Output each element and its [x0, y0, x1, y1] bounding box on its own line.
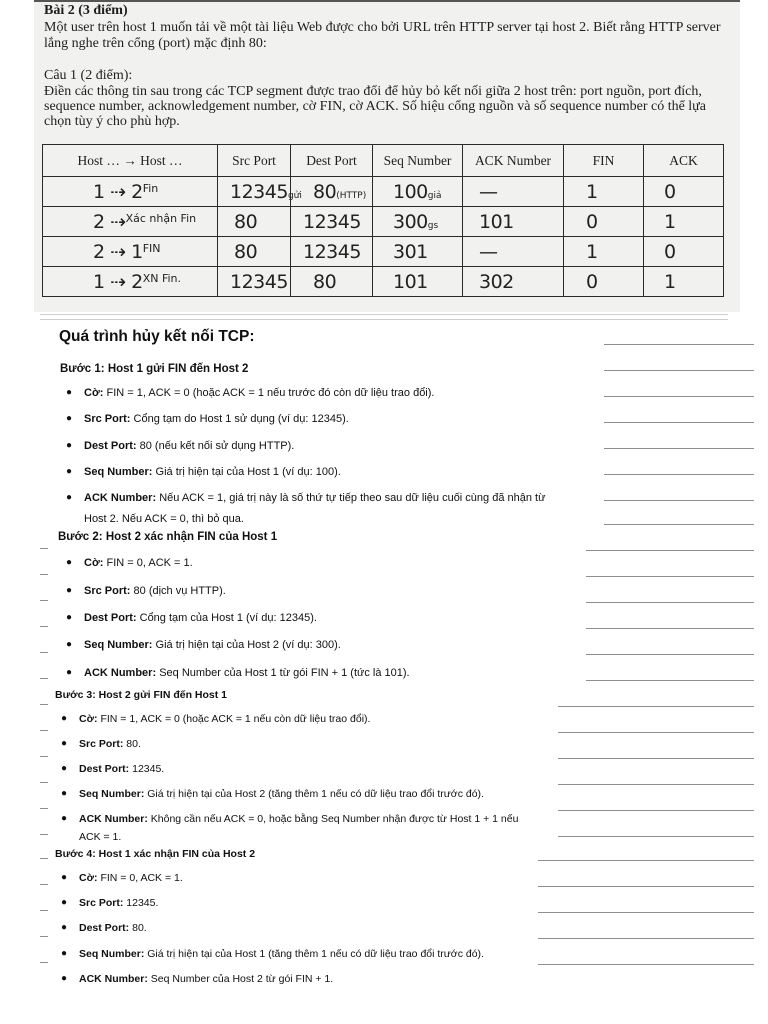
notes-title: Quá trình hủy kết nối TCP:: [59, 328, 255, 345]
col-header-src-port: Src Port: [218, 145, 291, 177]
margin-mark: [40, 626, 48, 627]
list-item: [61, 973, 334, 985]
bullet-icon: ●: [61, 713, 68, 724]
item-text: Seq Number của Host 1 từ gói FIN + 1 (tức là 101).: [159, 667, 410, 679]
item-key: Seq Number:: [84, 639, 153, 651]
item-key: Seq Number:: [84, 466, 153, 478]
cell-fin: 0: [586, 210, 598, 233]
list-item: [61, 897, 159, 909]
ruled-line: [586, 602, 754, 603]
step-1-title: Bước 1: Host 1 gửi FIN đến Host 2: [60, 363, 249, 375]
item-text: FIN = 0, ACK = 1.: [106, 557, 193, 569]
ruled-line: [558, 836, 754, 837]
ruled-line: [604, 448, 754, 449]
margin-mark: [40, 678, 48, 679]
ruled-line: [538, 912, 754, 913]
item-key: ACK Number:: [84, 492, 157, 504]
margin-mark: [40, 884, 48, 885]
item-key: Cờ:: [79, 872, 98, 884]
bullet-icon: ●: [66, 413, 73, 424]
cell-ack: 1: [664, 270, 676, 293]
item-key: Cờ:: [84, 557, 104, 569]
cell-host-note: XN Fin.: [142, 271, 181, 285]
bullet-icon: ●: [61, 813, 68, 824]
question-title: Câu 1 (2 điểm):: [44, 68, 133, 83]
cell-fin: 1: [586, 180, 598, 203]
item-key: ACK Number:: [79, 813, 148, 825]
cell-ack: 1: [664, 210, 676, 233]
list-item: [66, 612, 317, 624]
item-continuation: Host 2. Nếu ACK = 0, thì bỏ qua.: [84, 513, 244, 525]
table-row: [43, 267, 724, 297]
item-text: FIN = 1, ACK = 0 (hoặc ACK = 1 nếu còn dữ liệu trao đổi).: [100, 713, 371, 725]
cell-src-port: 80: [234, 240, 258, 263]
col-header-seq-number: Seq Number: [373, 145, 463, 177]
list-item: [61, 763, 165, 775]
margin-mark: [40, 574, 48, 575]
bullet-icon: ●: [66, 466, 73, 477]
cell-ack-number: —: [479, 180, 498, 203]
ruled-line: [604, 370, 754, 371]
item-continuation: ACK = 1.: [79, 831, 122, 843]
ruled-line: [604, 524, 754, 525]
item-text: 12345.: [132, 763, 165, 775]
bullet-icon: ●: [66, 667, 73, 678]
page-top-border: [34, 0, 740, 2]
margin-mark: [40, 962, 48, 963]
list-item: [66, 413, 349, 425]
ruled-line: [604, 396, 754, 397]
cell-src-port: 12345: [230, 270, 288, 293]
ruled-line: [558, 784, 754, 785]
item-text: FIN = 1, ACK = 0 (hoặc ACK = 1 nếu trước đó còn dữ liệu trao đổi).: [106, 387, 435, 399]
margin-mark: [40, 910, 48, 911]
bullet-icon: ●: [66, 557, 73, 568]
cell-dest-note: (HTTP): [336, 190, 367, 201]
list-item: [66, 557, 193, 569]
item-text: Không cần nếu ACK = 0, hoặc bằng Seq Number nhận được từ Host 1 + 1 nếu: [150, 813, 519, 825]
list-item: [61, 788, 484, 800]
item-key: Cờ:: [84, 387, 104, 399]
ruled-line: [604, 500, 754, 501]
bullet-icon: ●: [61, 922, 68, 933]
tcp-teardown-notes: [0, 312, 768, 1024]
item-text: 80.: [132, 922, 147, 934]
ruled-line: [586, 628, 754, 629]
item-key: Src Port:: [84, 585, 131, 597]
bullet-icon: ●: [66, 639, 73, 650]
step-2-title: Bước 2: Host 2 xác nhận FIN của Host 1: [58, 531, 278, 543]
list-item: [66, 639, 341, 651]
cell-seq-number: 100: [393, 180, 428, 203]
item-key: Dest Port:: [79, 922, 130, 934]
list-item: [61, 948, 484, 960]
item-text: 80.: [126, 738, 141, 750]
bullet-icon: ●: [61, 948, 68, 959]
item-key: Seq Number:: [79, 788, 145, 800]
item-key: Src Port:: [84, 413, 131, 425]
cell-host: 2 ⇢ 1: [93, 240, 143, 263]
margin-mark: [40, 600, 48, 601]
bullet-icon: ●: [66, 612, 73, 623]
ruled-line: [604, 474, 754, 475]
cell-ack-number: 302: [479, 270, 514, 293]
bullet-icon: ●: [61, 788, 68, 799]
item-key: Src Port:: [79, 738, 124, 750]
ruled-line: [538, 938, 754, 939]
ruled-line: [586, 680, 754, 681]
item-text: 12345.: [126, 897, 159, 909]
cell-host: 1 ⇢ 2: [93, 180, 143, 203]
item-key: ACK Number:: [84, 667, 157, 679]
item-text: 80 (nếu kết nối sử dụng HTTP).: [139, 440, 295, 452]
table-row: [43, 177, 724, 207]
cell-seq-note: giả: [427, 190, 442, 201]
question-text: Điền các thông tin sau trong các TCP segment được trao đổi để hủy bỏ kết nối giữa 2 host trên: port nguồn, port đích, sequence number, acknowledgement number, cờ FIN, cờ ACK. Số hiệu cổng nguồn và số sequence number có thể lựa chọn tùy ý cho phù hợp.: [44, 84, 706, 129]
ruled-line: [586, 550, 754, 551]
bullet-icon: ●: [61, 973, 68, 984]
bullet-icon: ●: [61, 897, 68, 908]
item-key: ACK Number:: [79, 973, 148, 985]
list-item: [61, 738, 141, 750]
item-key: Dest Port:: [84, 612, 137, 624]
cell-dest-port: 12345: [303, 240, 361, 263]
item-text: FIN = 0, ACK = 1.: [100, 872, 183, 884]
item-key: Seq Number:: [79, 948, 145, 960]
margin-mark: [40, 756, 48, 757]
ruled-line: [538, 964, 754, 965]
list-item: [61, 872, 183, 884]
cell-ack: 0: [664, 180, 676, 203]
list-item: [66, 667, 410, 679]
cell-seq-number: 301: [393, 240, 428, 263]
divider: [40, 319, 728, 320]
ruled-line: [538, 886, 754, 887]
table-row: [43, 237, 724, 267]
item-text: Nếu ACK = 1, giá trị này là số thứ tự tiếp theo sau dữ liệu cuối cùng đã nhận từ: [159, 492, 546, 504]
cell-seq-number: 101: [393, 270, 428, 293]
item-text: Cổng tạm của Host 1 (ví dụ: 12345).: [139, 612, 317, 624]
margin-mark: [40, 834, 48, 835]
margin-mark: [40, 936, 48, 937]
ruled-line: [558, 706, 754, 707]
item-key: Dest Port:: [79, 763, 130, 775]
step-3-title: Bước 3: Host 2 gửi FIN đến Host 1: [55, 689, 228, 701]
item-text: Giá trị hiện tại của Host 2 (tăng thêm 1 nếu có dữ liệu trao đổi trước đó).: [147, 788, 484, 800]
cell-seq-number: 300: [393, 210, 428, 233]
ruled-line: [558, 758, 754, 759]
cell-host: 1 ⇢ 2: [93, 270, 143, 293]
ruled-line: [558, 732, 754, 733]
margin-mark: [40, 704, 48, 705]
bullet-icon: ●: [66, 387, 73, 398]
bullet-icon: ●: [66, 440, 73, 451]
cell-host-note: Fin: [142, 181, 159, 195]
list-item: [66, 466, 341, 478]
table-row: [43, 207, 724, 237]
divider: [40, 314, 728, 315]
ruled-line: [604, 422, 754, 423]
item-key: Dest Port:: [84, 440, 137, 452]
cell-host: 2 ⇢: [93, 210, 126, 233]
bullet-icon: ●: [61, 738, 68, 749]
cell-ack: 0: [664, 240, 676, 263]
item-text: Giá trị hiện tại của Host 2 (ví dụ: 300).: [155, 639, 341, 651]
tcp-segment-table: [42, 144, 724, 297]
margin-mark: [40, 730, 48, 731]
ruled-line: [586, 576, 754, 577]
item-text: Cổng tạm do Host 1 sử dụng (ví dụ: 12345).: [133, 413, 349, 425]
ruled-line: [604, 344, 754, 345]
bullet-icon: ●: [66, 585, 73, 596]
scanned-exam: [34, 0, 740, 312]
cell-dest-port: 80: [313, 270, 337, 293]
item-text: 80 (dịch vụ HTTP).: [133, 585, 226, 597]
margin-mark: [40, 808, 48, 809]
bullet-icon: ●: [61, 763, 68, 774]
col-header-dest-port: Dest Port: [291, 145, 373, 177]
cell-dest-port: 80: [313, 180, 337, 203]
bullet-icon: ●: [66, 492, 73, 503]
margin-mark: [40, 858, 48, 859]
ruled-line: [558, 810, 754, 811]
cell-src-note: gửi: [287, 190, 302, 201]
item-text: Giá trị hiện tại của Host 1 (ví dụ: 100).: [155, 466, 341, 478]
item-key: Src Port:: [79, 897, 124, 909]
list-item: [61, 813, 519, 825]
cell-seq-note: gs: [427, 220, 439, 231]
cell-fin: 1: [586, 240, 598, 263]
exercise-title: Bài 2 (3 điểm): [44, 3, 128, 18]
item-text: Seq Number của Host 2 từ gói FIN + 1.: [150, 973, 334, 985]
cell-fin: 0: [586, 270, 598, 293]
table-header-row: [43, 145, 724, 177]
list-item: [61, 922, 147, 934]
col-header-ack: ACK: [644, 145, 724, 177]
margin-mark: [40, 548, 48, 549]
cell-dest-port: 12345: [303, 210, 361, 233]
col-header-fin: FIN: [564, 145, 644, 177]
list-item: [66, 387, 435, 399]
list-item: [61, 713, 371, 725]
step-4-title: Bước 4: Host 1 xác nhận FIN của Host 2: [55, 848, 256, 860]
cell-host-note: Xác nhận Fin: [125, 211, 197, 225]
item-text: Giá trị hiện tại của Host 1 (tăng thêm 1 nếu có dữ liệu trao đổi trước đó).: [147, 948, 484, 960]
list-item: [66, 440, 295, 452]
col-header-ack-number: ACK Number: [463, 145, 564, 177]
margin-mark: [40, 652, 48, 653]
ruled-line: [538, 860, 754, 861]
cell-ack-number: 101: [479, 210, 514, 233]
cell-ack-number: —: [479, 240, 498, 263]
ruled-line: [586, 654, 754, 655]
cell-host-note: FIN: [142, 241, 161, 255]
list-item: [66, 492, 546, 504]
bullet-icon: ●: [61, 872, 68, 883]
margin-mark: [40, 782, 48, 783]
exercise-intro: Một user trên host 1 muốn tải về một tài liệu Web được cho bởi URL trên HTTP server tại host 2. Biết rằng HTTP server lắng nghe trên cổng (port) mặc định 80:: [44, 20, 721, 51]
col-header-host: Host … → Host …: [43, 145, 218, 177]
cell-src-port: 12345: [230, 180, 288, 203]
cell-src-port: 80: [234, 210, 258, 233]
item-key: Cờ:: [79, 713, 98, 725]
list-item: [66, 585, 226, 597]
